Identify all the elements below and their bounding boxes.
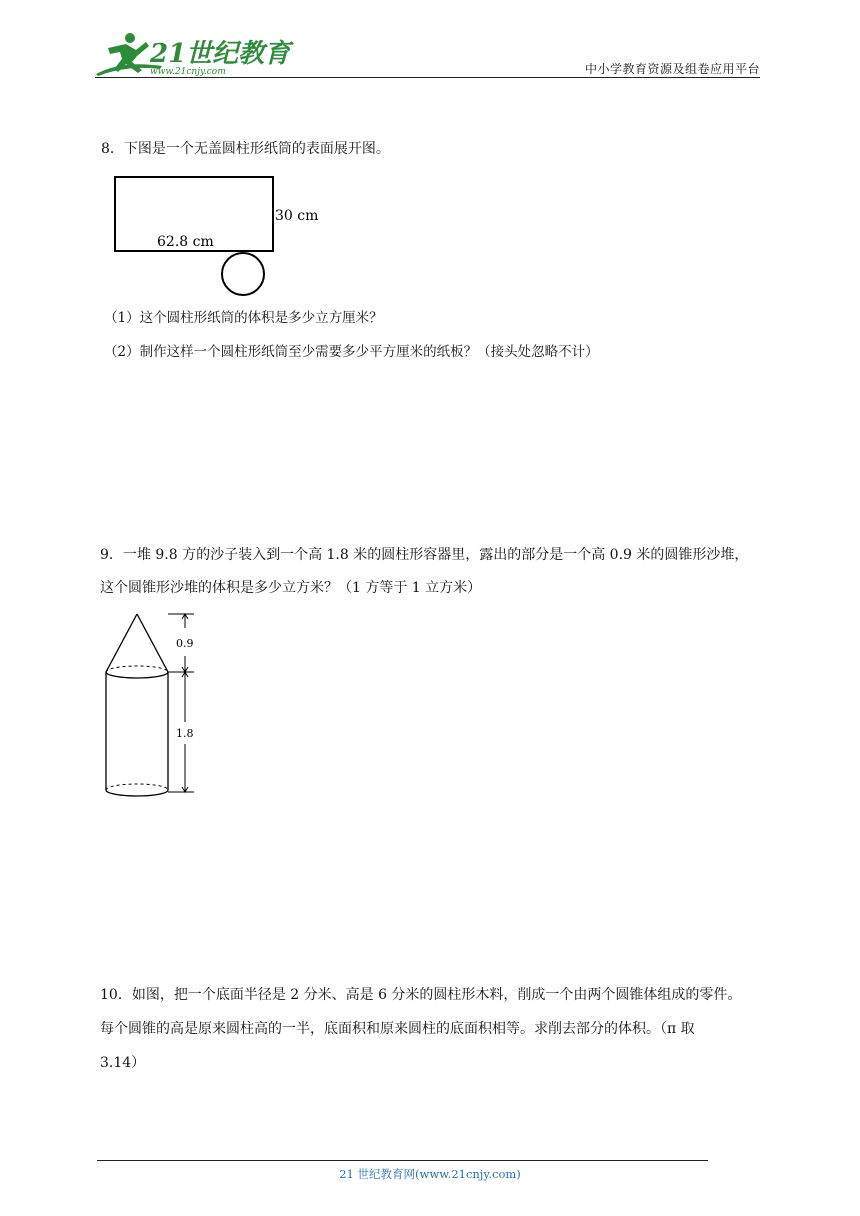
question-9-line-1: 9．一堆 9.8 方的沙子装入到一个高 1.8 米的圆柱形容器里，露出的部分是一个高 0.9 米的圆锥形沙堆， xyxy=(100,547,749,563)
height-label: 30 cm xyxy=(275,208,319,224)
question-10-line-2: 每个圆锥的高是原来圆柱高的一半，底面积和原来圆柱的底面积相等。求削去部分的体积。（π 取 xyxy=(100,1021,695,1037)
question-9-line-2: 这个圆锥形沙堆的体积是多少立方米？（1 方等于 1 立方米） xyxy=(100,580,482,596)
logo-url: www.21cnjy.com xyxy=(150,67,226,77)
question-8-text: 8．下图是一个无盖圆柱形纸筒的表面展开图。 xyxy=(101,141,390,157)
question-9-figure xyxy=(96,606,206,802)
site-logo xyxy=(92,28,291,78)
site-tagline: 中小学教育资源及组卷应用平台 xyxy=(584,62,760,76)
footer-divider xyxy=(97,1160,708,1161)
footer-link[interactable]: 21 世纪教育网(www.21cnjy.com) xyxy=(339,1167,521,1181)
cone-height-label: 0.9 xyxy=(176,637,194,650)
bottom-ellipse-back xyxy=(106,784,168,790)
cone-right-edge xyxy=(137,614,168,672)
question-8-figure xyxy=(110,170,340,300)
question-10-line-3: 3.14） xyxy=(100,1055,146,1071)
question-10-line-1: 10．如图，把一个底面半径是 2 分米、高是 6 分米的圆柱形木料，削成一个由两个圆锥体组成的零件。 xyxy=(100,987,742,1003)
logo-text: 21世纪教育 xyxy=(150,39,291,69)
runner-logo-icon xyxy=(92,28,291,78)
question-8-sub-2: （2）制作这样一个圆柱形纸筒至少需要多少平方厘米的纸板？（接头处忽略不计） xyxy=(104,344,599,360)
cone-left-edge xyxy=(106,614,137,672)
cylinder-height-label: 1.8 xyxy=(176,727,194,740)
width-label: 62.8 cm xyxy=(157,234,214,250)
bottom-ellipse-front xyxy=(106,790,168,796)
top-ellipse-front xyxy=(106,672,168,678)
header-divider xyxy=(95,77,760,78)
circle-base xyxy=(222,253,264,295)
top-ellipse-back xyxy=(106,666,168,672)
question-8-sub-1: （1）这个圆柱形纸筒的体积是多少立方厘米？ xyxy=(104,310,383,326)
